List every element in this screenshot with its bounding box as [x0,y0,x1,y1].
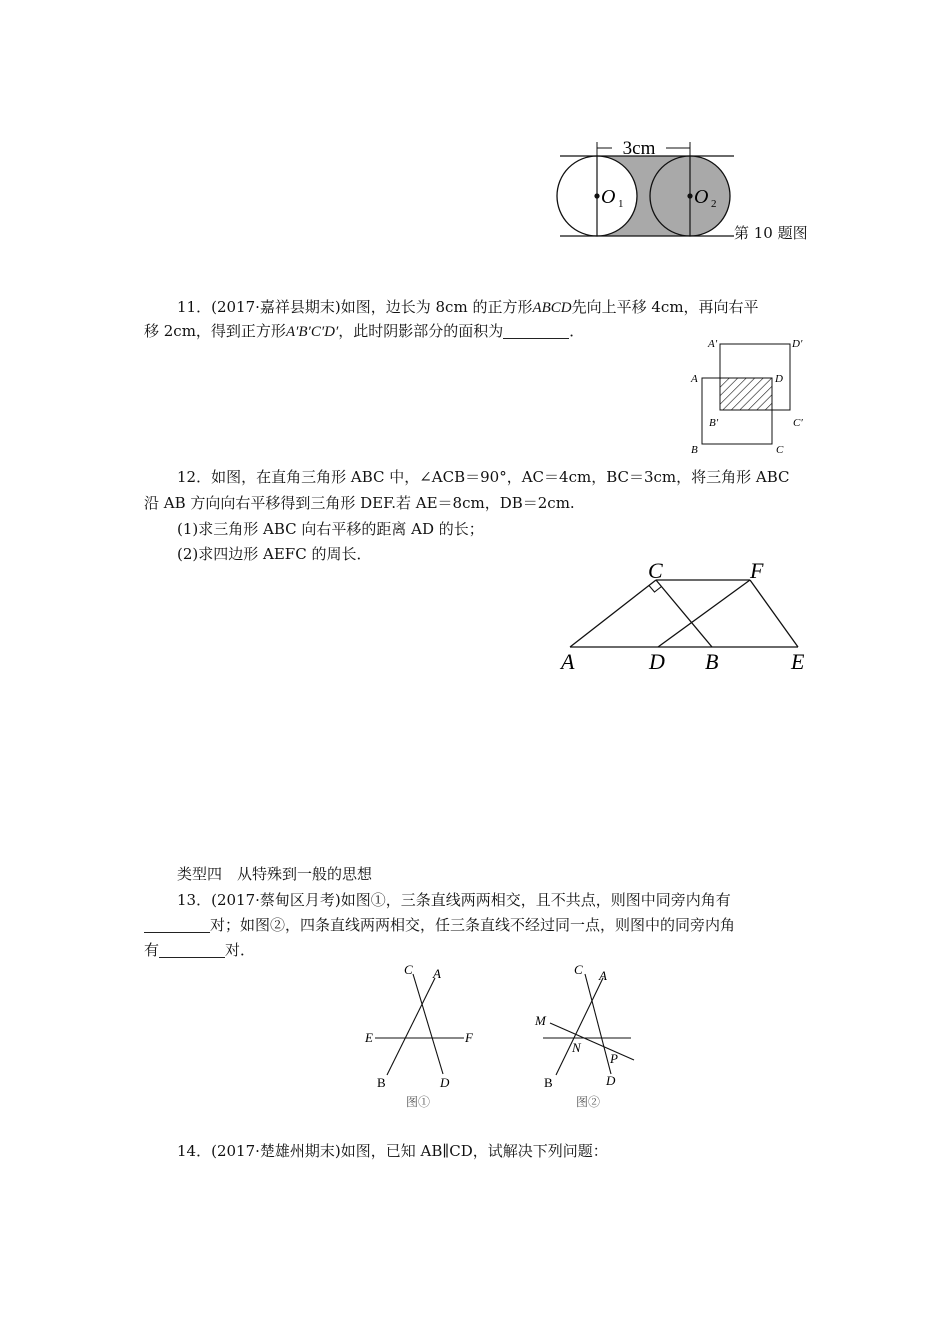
q13-fig1-label-d: D [440,1075,450,1090]
q13-figure-1 [362,960,482,1112]
q10-label-o2-sub: 2 [711,198,717,210]
q11-figure [688,334,812,460]
q13-fig2-label-a: A [599,968,607,983]
q10-center-dot-1 [594,193,599,198]
q10-caption: 第 10 题图 [734,224,808,242]
q13-line2: 对；如图②，四条直线两两相交，任三条直线不经过同一点，则图中的同旁内角 [144,912,808,938]
q13-answer-blank-2[interactable] [159,941,225,958]
q13-fig1-label-c: C [404,962,413,977]
q12-label-a: A [561,649,575,674]
q11-label-a: A [691,373,698,385]
q12-label-b: B [705,649,719,674]
q13-line1: 13．(2017·蔡甸区月考)如图①，三条直线两两相交，且不共点，则图中同旁内角有 [177,891,731,909]
q13-fig1-caption: 图① [406,1095,431,1109]
section-title: 类型四 从特殊到一般的思想 [177,865,373,883]
q13-fig1-line-ab [387,978,435,1075]
q12-line1: 12．如图，在直角三角形 ABC 中，∠ACB＝90°，AC＝4cm，BC＝3cm，将三角形 ABC [177,468,790,486]
q13-fig2-line-mp [550,1023,634,1060]
q10-label-o2: O [694,186,709,208]
q12-line2: 沿 AB 方向向右平移得到三角形 DEF.若 AE＝8cm，DB＝2cm. [144,494,575,512]
q12-right-angle-mark [649,586,662,593]
q11-label-a1: A′ [708,338,718,350]
q13-figure-2 [530,960,642,1112]
q13-fig2-label-d: D [606,1073,616,1088]
q11-shaded-overlap [720,378,772,410]
q13-fig2-label-c: C [574,962,583,977]
q13-fig1-line-cd [413,974,443,1074]
q12-figure [556,558,814,676]
q12-label-f: F [750,558,764,583]
q11-label-d: D [775,373,783,385]
q13-fig1-label-f: F [465,1030,473,1045]
q12-sub2: (2)求四边形 AEFC 的周长． [177,545,372,563]
q12-label-c: C [648,558,663,583]
q10-dim-label: 3cm [622,138,656,159]
q12-segment-fe [750,580,798,647]
q11-label-b1: B′ [709,417,719,429]
q13-fig2-label-n: N [572,1040,581,1055]
q11-text: 11．(2017·嘉祥县期末)如图，边长为 8cm 的正方形ABCD先向上平移 4cm，再向右平 [177,298,759,316]
q11-text-line2: 移 2cm，得到正方形A′B′C′D′，此时阴影部分的面积为 ． [144,322,585,340]
q13-fig2-label-b: B [544,1075,553,1090]
q13-fig2-label-p: P [610,1051,618,1066]
q13-fig1-label-e: E [365,1030,373,1045]
q13-fig1-label-b: B [377,1075,386,1090]
q13-answer-blank-1[interactable] [144,916,210,933]
q14-line1: 14．(2017·楚雄州期末)如图，已知 AB∥CD，试解决下列问题： [177,1142,608,1160]
q10-figure [556,136,736,242]
q13-fig2-line-ab [556,978,603,1075]
q11-label-b: B [691,444,698,456]
q10-label-o1: O [601,186,616,208]
q10-center-dot-2 [687,193,692,198]
q11-label-d1: D′ [792,338,803,350]
q13-fig1-label-a: A [433,966,441,981]
q12-segment-ac [570,580,656,647]
q13-fig2-label-m: M [535,1013,546,1028]
q11-label-c: C [776,444,784,456]
q10-label-o1-sub: 1 [618,198,624,210]
q12-label-d: D [649,649,665,674]
q13-line3: 有 对． [144,941,256,959]
q11-label-c1: C′ [793,417,803,429]
q12-label-e: E [791,649,805,674]
q13-fig2-caption: 图② [576,1095,601,1109]
q11-answer-blank[interactable] [503,322,569,339]
q12-sub1: (1)求三角形 ABC 向右平移的距离 AD 的长； [177,520,484,538]
